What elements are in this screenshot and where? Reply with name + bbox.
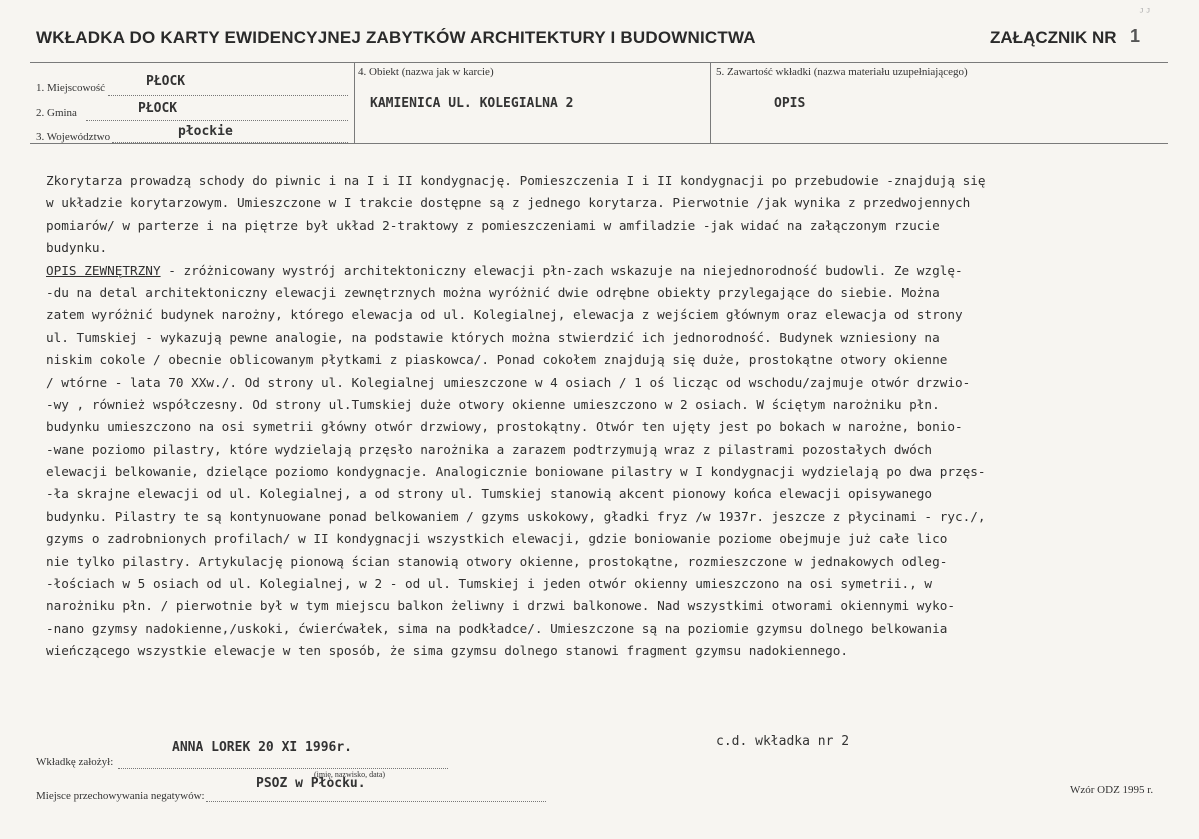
body-line-21: -nano gzymsy nadokienne,/uskoki, ćwierćwałek, sima na podkładce/. Umieszczone są na poziomie gzymsu dolnego belkowania <box>46 620 948 636</box>
voivodeship-dotted-line <box>112 142 348 143</box>
body-line-4: budynku. <box>46 240 108 256</box>
body-line-2: w układzie korytarzowym. Umieszczone w I trakcie dostępne są z jednego korytarza. Pierwotnie /jak wynika z przedwojennych <box>46 195 971 211</box>
header-divider-2 <box>710 62 711 144</box>
body-line-22: wieńczącego wszystkie elewacje w ten sposób, że sima gzymsu dolnego stanowi fragment gzymsu nadokiennego. <box>46 643 849 659</box>
header-bottom-rule <box>30 143 1168 144</box>
exterior-description-heading: OPIS ZEWNĘTRZNY <box>46 262 161 278</box>
town-label: 1. Miejscowość <box>36 82 106 94</box>
form-title: WKŁADKA DO KARTY EWIDENCYJNEJ ZABYTKÓW ARCHITEKTURY I BUDOWNICTWA <box>36 28 756 47</box>
negatives-storage-value: PSOZ w Płocku. <box>256 776 366 791</box>
body-line-18: nie tylko pilastry. Artykulację pionową ścian stanowią otwory okienne, prostokątne, rozmieszczone w jednakowych odleg- <box>46 553 948 569</box>
body-line-19: -łościach w 5 osiach od ul. Kolegialnej, w 2 - od ul. Tumskiej i jeden otwór okienny umieszczono na osi symetrii., w <box>46 576 933 592</box>
contents-value: OPIS <box>774 96 806 111</box>
body-line-6: -du na detal architektoniczny elewacji zewnętrznych można wyróżnić dwie odrębne obiekty przylegające do siebie. Można <box>46 284 940 300</box>
object-value: KAMIENICA UL. KOLEGIALNA 2 <box>370 96 574 111</box>
voivodeship-value: płockie <box>178 124 233 139</box>
voivodeship-label: 3. Województwo <box>36 131 111 143</box>
prepared-by-label: Wkładkę założył: <box>36 756 114 768</box>
body-line-12: budynku umieszczono na osi symetrii główny otwór drzwiowy, prostokątny. Otwór ten ujęty jest po bokach w narożne, bonio- <box>46 419 963 435</box>
contents-label: 5. Zawartość wkładki (nazwa materiału uzupełniającego) <box>716 66 968 78</box>
prepared-by-dotted-line <box>118 768 448 769</box>
prepared-by-hint: (imię, nazwisko, data) <box>314 770 386 779</box>
negatives-storage-dotted-line <box>206 801 546 802</box>
continued-note: c.d. wkładka nr 2 <box>716 734 850 749</box>
corner-pencil-mark: ᴶᴶ <box>1138 6 1152 19</box>
body-line-16: budynku. Pilastry te są kontynuowane ponad belkowaniem / gzyms uskokowy, gładki fryz /w 1937r. jeszcze z płycinami - ryc./, <box>46 508 986 524</box>
header-top-rule <box>30 62 1168 63</box>
object-label: 4. Obiekt (nazwa jak w karcie) <box>358 66 494 78</box>
description-text <box>46 170 1166 663</box>
town-dotted-line <box>108 95 348 96</box>
annex-label: ZAŁĄCZNIK NR <box>990 28 1117 47</box>
header-divider-1 <box>354 62 355 144</box>
body-line-17: gzyms o zadrobnionych profilach/ w II kondygnacji wszystkich elewacji, gdzie boniowanie poziome obejmuje już całe lico <box>46 531 948 547</box>
body-line-14: elewacji belkowanie, dzielące poziomo kondygnacje. Analogicznie boniowane pilastry w I kondygnacji wydzielają po dwa przęs- <box>46 464 986 480</box>
body-line-15: -ła skrajne elewacji od ul. Kolegialnej, a od strony ul. Tumskiej stanowią akcent pionowy końca elewacji opisywanego <box>46 486 933 502</box>
commune-dotted-line <box>86 120 348 121</box>
negatives-storage-label: Miejsce przechowywania negatywów: <box>36 790 205 802</box>
body-line-3: pomiarów/ w parterze i na piętrze był układ 2-traktowy z pomieszczeniami w amfiladzie -jak widać na załączonym rzucie <box>46 217 940 233</box>
form-code: Wzór ODZ 1995 r. <box>1070 784 1154 796</box>
exterior-description-intro: - zróżnicowany wystrój architektoniczny elewacji płn-zach wskazuje na niejednorodność budowli. Ze wzglę- <box>160 262 963 278</box>
body-line-9: niskim cokole / obecnie oblicowanym płytkami z piaskowca/. Ponad cokołem znajdują się duże, prostokątne otwory okienne <box>46 352 948 368</box>
body-line-1: Zkorytarza prowadzą schody do piwnic i na I i II kondygnację. Pomieszczenia I i II kondygnacji po przebudowie -znajdują się <box>46 173 986 188</box>
commune-value: PŁOCK <box>138 101 178 116</box>
body-line-5 <box>46 260 1166 282</box>
body-line-7: zatem wyróżnić budynek narożny, którego elewacja od ul. Kolegialnej, elewacja z wejściem głównym oraz elewacja od strony <box>46 307 963 323</box>
body-line-20: narożniku płn. / pierwotnie był w tym miejscu balkon żeliwny i drzwi balkonowe. Nad wszystkimi otworami okiennymi wyko- <box>46 598 955 614</box>
body-line-8: ul. Tumskiej - wykazują pewne analogie, na podstawie których można stwierdzić ich jednorodność. Budynek wzniesiony na <box>46 329 940 345</box>
prepared-by-value: ANNA LOREK 20 XI 1996r. <box>172 740 353 755</box>
commune-label: 2. Gmina <box>36 107 77 119</box>
body-line-13: -wane poziomo pilastry, które wydzielają przęsło narożnika a zarazem podtrzymują wraz z pilastrami pozostałych dwóch <box>46 441 933 457</box>
body-line-11: -wy , również współczesny. Od strony ul.Tumskiej duże otwory okienne umieszczono w 2 osiach. W ściętym narożniku płn. <box>46 396 940 412</box>
town-value: PŁOCK <box>146 74 186 89</box>
annex-number: 1 <box>1130 26 1141 46</box>
body-line-10: / wtórne - lata 70 XXw./. Od strony ul. Kolegialnej umieszczone w 4 osiach / 1 oś licząc od wschodu/zajmuje otwór drzwio- <box>46 374 971 390</box>
